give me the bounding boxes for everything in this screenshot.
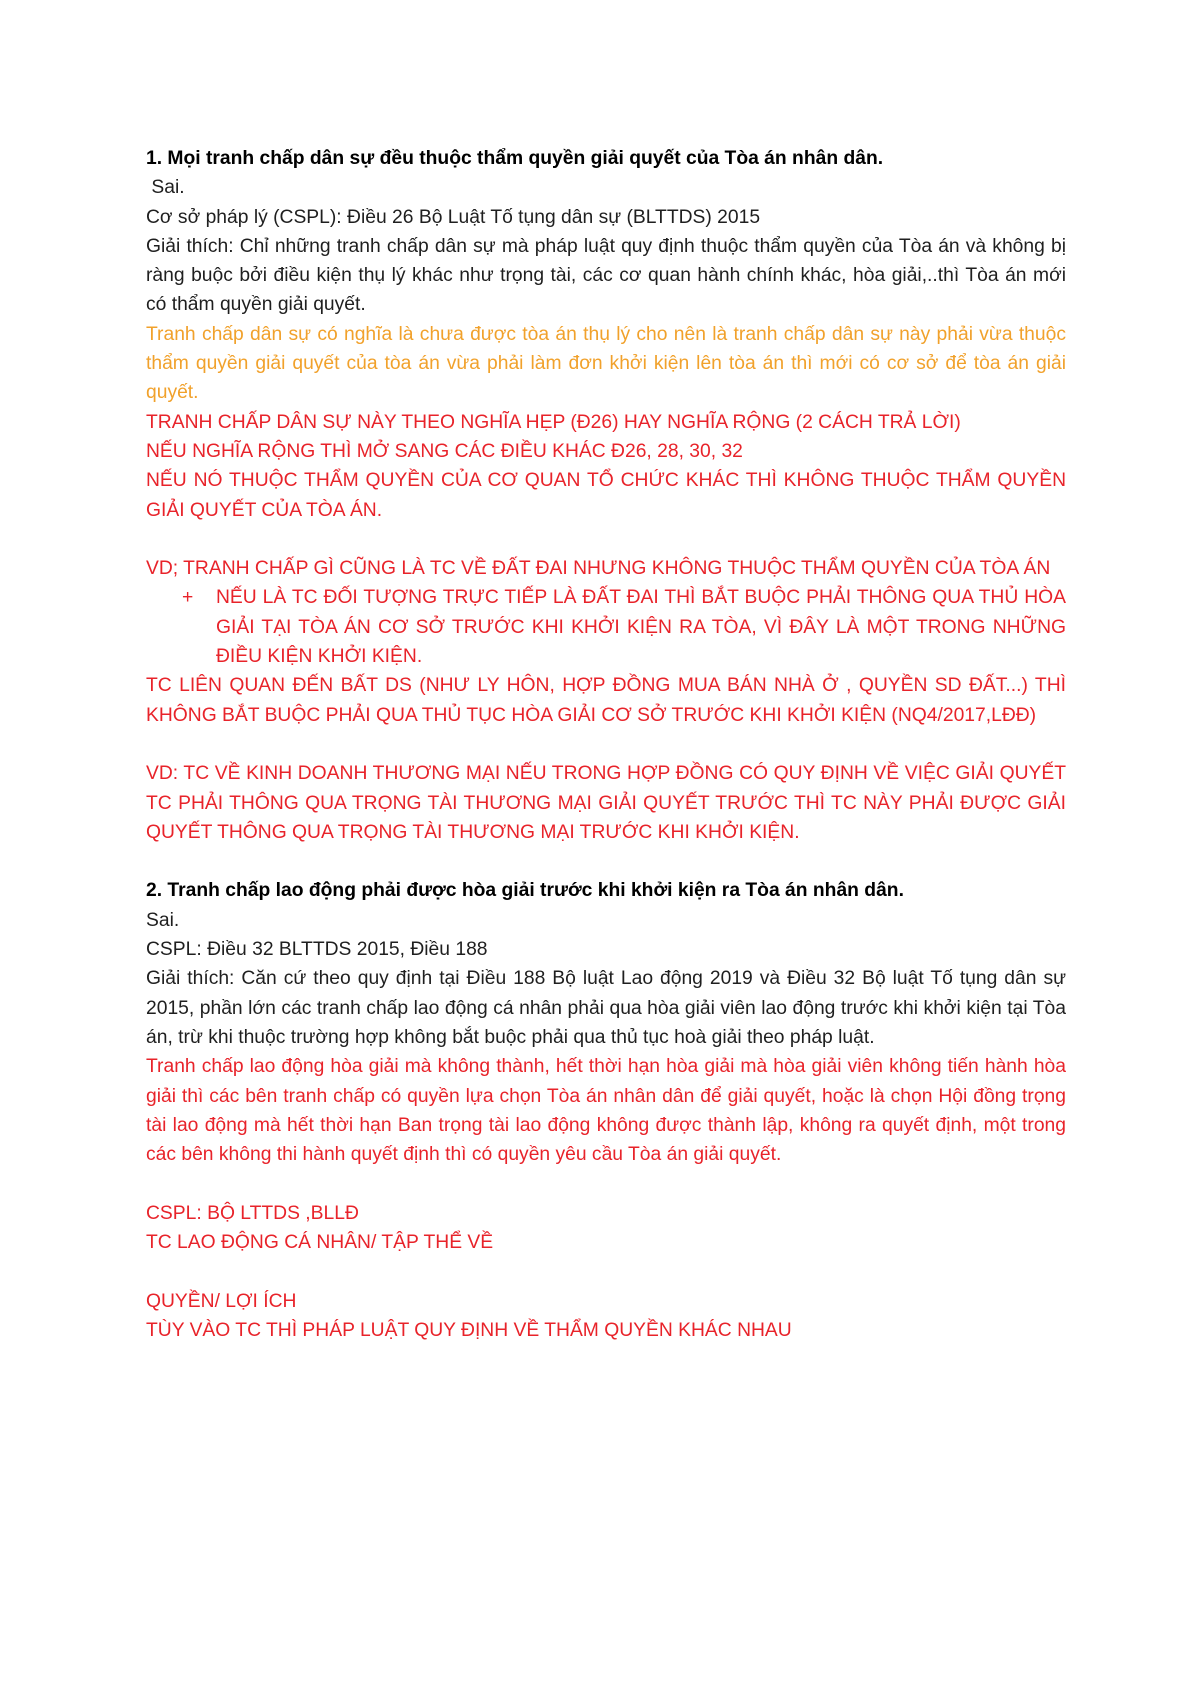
question-2-note-authority: TÙY VÀO TC THÌ PHÁP LUẬT QUY ĐỊNH VỀ THẨM QUYỀN KHÁC NHAU [146,1319,792,1341]
bullet-text: NẾU LÀ TC ĐỐI TƯỢNG TRỰC TIẾP LÀ ĐẤT ĐAI THÌ BẮT BUỘC PHẢI THÔNG QUA THỦ HÒA GIẢI TẠI TÒA ÁN CƠ SỞ TRƯỚC KHI KHỞI KIỆN RA TÒA, VÌ ĐÂY LÀ MỘT TRONG NHỮNG ĐIỀU KIỆN KHỞI KIỆN. [216,587,1066,668]
question-1-explanation: Giải thích: Chỉ những tranh chấp dân sự mà pháp luật quy định thuộc thẩm quyền của Tòa án và không bị ràng buộc bởi điều kiện thụ lý khác như trọng tài, các cơ quan hành chính khác, hòa giải,..thì Tòa án mới có thẩm quyền giải quyết. [146,235,1066,316]
question-2-explanation: Giải thích: Căn cứ theo quy định tại Điều 188 Bộ luật Lao động 2019 và Điều 32 Bộ luật Tố tụng dân sự 2015, phần lớn các tranh chấp lao động cá nhân phải qua hòa giải viên lao động trước khi khởi kiện tại Tòa án, trừ khi thuộc trường hợp không bắt buộc phải qua thủ tục hoà giải theo pháp luật. [146,968,1066,1048]
question-1-example-land: VD; TRANH CHẤP GÌ CŨNG LÀ TC VỀ ĐẤT ĐAI NHƯNG KHÔNG THUỘC THẨM QUYỀN CỦA TÒA ÁN [146,558,1051,580]
question-1-note-broad-articles: NẾU NGHĨA RỘNG THÌ MỞ SANG CÁC ĐIỀU KHÁC Đ26, 28, 30, 32 [146,440,743,462]
spacer [146,1169,1066,1198]
bullet-plus-icon: + [182,587,194,609]
question-1-example-commerce: VD: TC VỀ KINH DOANH THƯƠNG MẠI NẾU TRONG HỢP ĐỒNG CÓ QUY ĐỊNH VỀ VIỆC GIẢI QUYẾT TC PHẢI THÔNG QUA TRỌNG TÀI THƯƠNG MẠI GIẢI QUYẾT TRƯỚC THÌ TC NÀY PHẢI ĐƯỢC GIẢI QUYẾT THÔNG QUA TRỌNG TÀI THƯƠNG MẠI TRƯỚC KHI KHỞI KIỆN. [146,763,1066,843]
question-1-note-orange: Tranh chấp dân sự có nghĩa là chưa được tòa án thụ lý cho nên là tranh chấp dân sự này phải vừa thuộc thẩm quyền giải quyết của tòa án vừa phải làm đơn khởi kiện lên tòa án thì mới có cơ sở để tòa án giải quyết. [146,323,1066,404]
question-1-bullet-item [146,583,1066,671]
question-2-note-labor-type: TC LAO ĐỘNG CÁ NHÂN/ TẬP THỂ VỀ [146,1231,494,1253]
question-2-answer: Sai. [146,909,180,931]
spacer [146,1257,1066,1286]
question-1-note-narrow-broad: TRANH CHẤP DÂN SỰ NÀY THEO NGHĨA HẸP (Đ26) HAY NGHĨA RỘNG (2 CÁCH TRẢ LỜI) [146,411,961,433]
question-2-legal-basis: CSPL: Điều 32 BLTTDS 2015, Điều 188 [146,939,488,961]
document-page [146,144,1066,1345]
question-1-note-real-estate: TC LIÊN QUAN ĐẾN BẤT DS (NHƯ LY HÔN, HỢP ĐỒNG MUA BÁN NHÀ Ở , QUYỀN SD ĐẤT...) THÌ KHÔNG BẮT BUỘC PHẢI QUA THỦ TỤC HÒA GIẢI CƠ SỞ TRƯỚC KHI KHỞI KIỆN (NQ4/2017,LĐĐ) [146,675,1066,726]
question-1-legal-basis: Cơ sở pháp lý (CSPL): Điều 26 Bộ Luật Tố tụng dân sự (BLTTDS) 2015 [146,206,761,228]
question-2-title: 2. Tranh chấp lao động phải được hòa giải trước khi khởi kiện ra Tòa án nhân dân. [146,880,904,902]
spacer [146,847,1066,876]
question-2-note-mediation: Tranh chấp lao động hòa giải mà không thành, hết thời hạn hòa giải mà hòa giải viên không tiến hành hòa giải thì các bên tranh chấp có quyền lựa chọn Tòa án nhân dân để giải quyết, hoặc là chọn Hội đồng trọng tài lao động mà hết thời hạn Ban trọng tài lao động không được thành lập, không ra quyết định, một trong các bên không thi hành quyết định thì có quyền yêu cầu Tòa án giải quyết. [146,1056,1066,1166]
question-1-answer: Sai. [146,177,185,199]
spacer [146,730,1066,759]
question-2-note-cspl: CSPL: BỘ LTTDS ,BLLĐ [146,1202,359,1224]
spacer [146,525,1066,554]
question-1-note-other-authority: NẾU NÓ THUỘC THẨM QUYỀN CỦA CƠ QUAN TỔ CHỨC KHÁC THÌ KHÔNG THUỘC THẨM QUYỀN GIẢI QUYẾT CỦA TÒA ÁN. [146,470,1066,521]
question-1-title: 1. Mọi tranh chấp dân sự đều thuộc thẩm quyền giải quyết của Tòa án nhân dân. [146,148,884,169]
question-2-note-rights: QUYỀN/ LỢI ÍCH [146,1290,297,1312]
